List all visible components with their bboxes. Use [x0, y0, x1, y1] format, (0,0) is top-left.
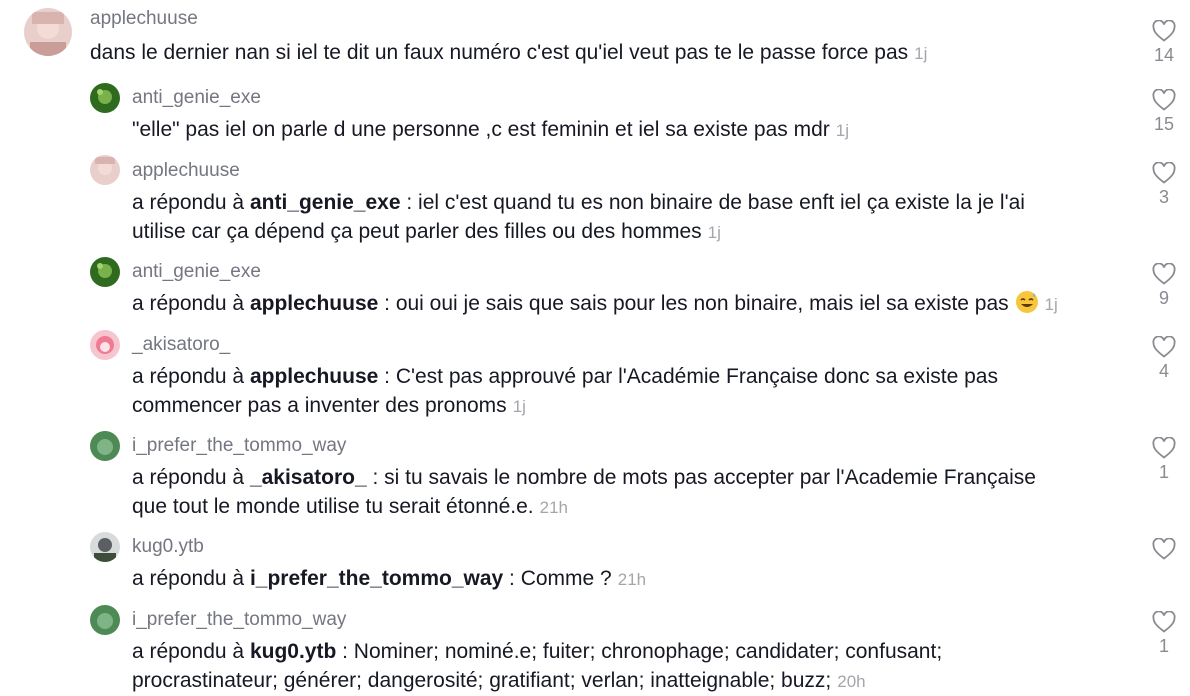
like-count: 15	[1153, 114, 1175, 134]
avatar[interactable]	[24, 8, 72, 56]
avatar[interactable]	[90, 330, 120, 360]
mention-link[interactable]: applechuuse	[249, 292, 379, 315]
comment-body: dans le dernier nan si iel te dit un faux numéro c'est qu'iel veut pas te le passe force pas	[90, 41, 909, 64]
comment-text	[132, 362, 998, 421]
reply-prefix: a répondu à	[132, 640, 250, 663]
reply-prefix: a répondu à	[132, 191, 250, 214]
heart-outline-icon	[1152, 263, 1176, 285]
comment-text	[132, 637, 942, 696]
mention-link[interactable]: _akisatoro_	[249, 466, 367, 489]
comment-body: "elle" pas iel on parle d une personne ,c est feminin et iel sa existe pas mdr	[132, 118, 830, 141]
comment-time: 21h	[539, 498, 568, 517]
avatar[interactable]	[90, 605, 120, 635]
like-button[interactable]	[1144, 263, 1184, 309]
avatar[interactable]	[90, 155, 120, 185]
comment-body-continued: utilise car ça dépend ça peut parler des filles ou des hommes	[132, 220, 702, 243]
comment-username[interactable]: anti_genie_exe	[132, 87, 261, 108]
like-count: 1	[1158, 636, 1169, 656]
like-button[interactable]	[1144, 437, 1184, 483]
heart-outline-icon	[1152, 336, 1176, 358]
comment-body: : iel c'est quand tu es non binaire de base enft iel ça existe la je l'ai	[400, 191, 1025, 214]
comment-text	[132, 188, 1025, 247]
comment-username[interactable]: applechuuse	[132, 160, 240, 181]
comment-body: : Comme ?	[503, 567, 612, 590]
mention-link[interactable]: applechuuse	[249, 365, 379, 388]
mention-link[interactable]: anti_genie_exe	[249, 191, 401, 214]
like-button[interactable]	[1144, 611, 1184, 657]
mention-link[interactable]: i_prefer_the_tommo_way	[249, 567, 504, 590]
like-count: 14	[1153, 45, 1175, 65]
heart-outline-icon	[1152, 538, 1176, 560]
comment-time: 1j	[1044, 295, 1058, 314]
comment-text	[90, 38, 927, 68]
comment-time: 1j	[512, 397, 526, 416]
comment-time: 21h	[617, 570, 647, 589]
comment-body-continued: que tout le monde utilise tu serait étonné.e.	[132, 495, 534, 518]
like-button[interactable]	[1144, 20, 1184, 66]
heart-outline-icon	[1152, 20, 1176, 42]
comment-text	[132, 289, 1058, 319]
mention-link[interactable]: kug0.ytb	[249, 640, 337, 663]
comment-body-continued: procrastinateur; générer; dangerosité; gratifiant; verlan; inatteignable; buzz;	[132, 669, 832, 692]
heart-outline-icon	[1152, 89, 1176, 111]
heart-outline-icon	[1152, 611, 1176, 633]
like-button[interactable]	[1144, 162, 1184, 208]
comment-username[interactable]: anti_genie_exe	[132, 261, 261, 282]
comment-time: 1j	[914, 44, 928, 63]
comment-body: : C'est pas approuvé par l'Académie Française donc sa existe pas	[378, 365, 998, 388]
comment-username[interactable]: i_prefer_the_tommo_way	[132, 435, 347, 456]
comment-body: : Nominer; nominé.e; fuiter; chronophage; candidater; confusant;	[336, 640, 943, 663]
comment-time: 20h	[837, 672, 866, 691]
comment-body-continued: commencer pas a inventer des pronoms	[132, 394, 507, 417]
heart-outline-icon	[1152, 162, 1176, 184]
reply-prefix: a répondu à	[132, 466, 250, 489]
sweat-smile-emoji	[1015, 290, 1039, 314]
like-count: 3	[1158, 187, 1169, 207]
avatar[interactable]	[90, 257, 120, 287]
like-count: 1	[1158, 462, 1169, 482]
avatar[interactable]	[90, 83, 120, 113]
comment-body: : si tu savais le nombre de mots pas accepter par l'Academie Française	[366, 466, 1036, 489]
like-count: 4	[1158, 361, 1169, 381]
comment-username[interactable]: applechuuse	[90, 8, 198, 29]
reply-prefix: a répondu à	[132, 567, 250, 590]
comment-time: 1j	[707, 223, 721, 242]
comment-username[interactable]: i_prefer_the_tommo_way	[132, 609, 347, 630]
comment-text	[132, 564, 646, 594]
reply-prefix: a répondu à	[132, 365, 250, 388]
comment-text	[132, 115, 849, 145]
avatar[interactable]	[90, 532, 120, 562]
like-button[interactable]	[1144, 538, 1184, 560]
like-count: 9	[1158, 288, 1169, 308]
like-button[interactable]	[1144, 336, 1184, 382]
like-button[interactable]	[1144, 89, 1184, 135]
reply-prefix: a répondu à	[132, 292, 250, 315]
comment-username[interactable]: _akisatoro_	[132, 334, 231, 355]
comment-username[interactable]: kug0.ytb	[132, 536, 204, 557]
comment-text	[132, 463, 1036, 522]
comment-body: : oui oui je sais que sais pour les non binaire, mais iel sa existe pas	[378, 292, 1015, 315]
comment-time: 1j	[835, 121, 850, 140]
avatar[interactable]	[90, 431, 120, 461]
heart-outline-icon	[1152, 437, 1176, 459]
